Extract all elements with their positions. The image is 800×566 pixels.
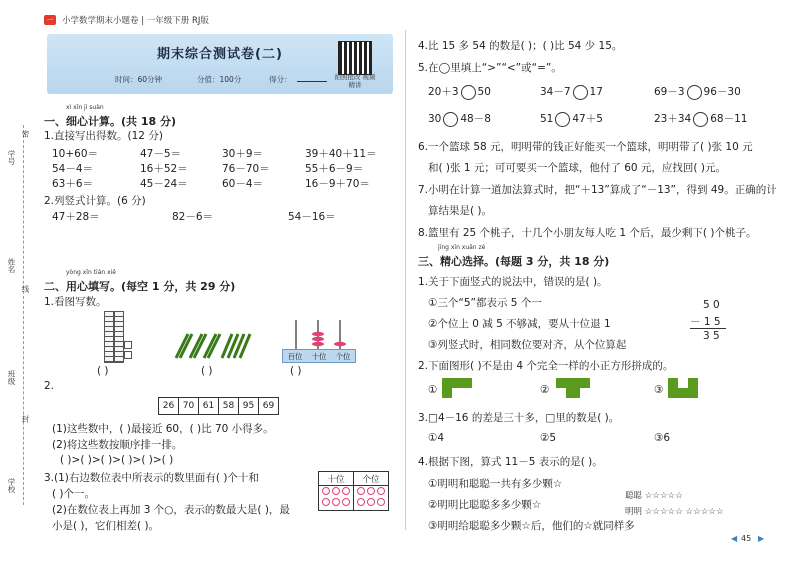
compare-item: 34－7 17 bbox=[540, 86, 603, 98]
c1-title: 1.关于下面竖式的说法中，错误的是( )。 bbox=[418, 276, 608, 288]
abacus-label: 十位 bbox=[311, 351, 327, 361]
calc-item: 30＋9＝ bbox=[222, 148, 264, 160]
qr-caption: 拍照批改 视频精讲 bbox=[334, 73, 376, 89]
calc-item: 10+60＝ bbox=[52, 148, 99, 160]
c3-title: 3.□4－16 的差是三十多，□里的数是( )。 bbox=[418, 412, 620, 424]
got-label: 得分： bbox=[269, 75, 292, 84]
calc-item: 60－4＝ bbox=[222, 178, 264, 190]
calc-item: 47－5＝ bbox=[140, 148, 182, 160]
page-number: 45 bbox=[741, 534, 752, 543]
side-feng: 封 bbox=[21, 415, 30, 423]
q22-part2: (2)将这些数按顺序排一排。 bbox=[52, 439, 183, 451]
side-banji: 班级 bbox=[7, 370, 16, 385]
abacus-label: 百位 bbox=[287, 351, 303, 361]
calc-item: 39＋40＋11＝ bbox=[305, 148, 377, 160]
c4-option-a: ①明明和聪聪一共有多少颗☆ bbox=[428, 478, 563, 490]
q7-line1: 7.小明在计算一道加法算式时，把“＋13”算成了“－13”，得到 49。正确的计 bbox=[418, 184, 777, 196]
number-cell: 69 bbox=[259, 398, 279, 415]
compare-item: 69－3 96－30 bbox=[654, 86, 741, 98]
side-xuexiao: 学校 bbox=[7, 478, 16, 493]
q23-line1: 3.(1)右边数位表中所表示的数里面有( )个十和 bbox=[44, 472, 259, 484]
column-divider bbox=[405, 30, 406, 530]
compare-item: 20＋3 50 bbox=[428, 86, 491, 98]
section2-title: 二、用心填写。(每空 1 分，共 29 分) bbox=[44, 280, 236, 293]
order-blanks: ( )>( )>( )>( )>( )>( ) bbox=[60, 454, 174, 466]
c1-option-a: ①三个“5”都表示 5 个一 bbox=[428, 297, 542, 309]
c1-option-c: ③列竖式时，相同数位要对齐，从个位算起 bbox=[428, 339, 627, 351]
number-cell: 58 bbox=[219, 398, 239, 415]
side-mi: 密 bbox=[21, 130, 30, 138]
vertical-calc: 82－6＝ bbox=[172, 211, 214, 223]
q22-part1: (1)这些数中，( )最接近 60，( )比 70 小得多。 bbox=[52, 423, 274, 435]
c4-option-c: ③明明给聪聪多少颗☆后，他们的☆就同样多 bbox=[428, 520, 635, 532]
vert-line1: 5 0 bbox=[703, 299, 720, 311]
number-cell: 95 bbox=[239, 398, 259, 415]
series-title: 小学数学期末小题卷 | 一年级下册 RJ版 bbox=[62, 16, 209, 26]
section1-pinyin: xì xīn jì suàn bbox=[66, 104, 104, 111]
side-xian: 线 bbox=[21, 285, 30, 293]
number-table bbox=[158, 397, 279, 415]
q6-line2: 和( )张 1 元；可可要买一个篮球，他付了 60 元，应找回( )元。 bbox=[428, 162, 726, 174]
answer-paren: ( ) bbox=[290, 365, 302, 377]
prev-page-icon[interactable]: ◀ bbox=[731, 534, 738, 543]
q4: 4.比 15 多 54 的数是( )；( )比 54 少 15。 bbox=[418, 40, 623, 52]
calc-item: 63＋6＝ bbox=[52, 178, 94, 190]
pv-tens-cell bbox=[319, 486, 354, 511]
compare-item: 51 47＋5 bbox=[540, 113, 603, 125]
calc-item: 55＋6－9＝ bbox=[305, 163, 364, 175]
answer-paren: ( ) bbox=[97, 365, 109, 377]
abacus-label: 个位 bbox=[335, 351, 351, 361]
q6-line1: 6.一个篮球 58 元，明明带的钱正好能买一个篮球，明明带了( )张 10 元 bbox=[418, 141, 753, 153]
next-page-icon[interactable]: ▶ bbox=[758, 534, 765, 543]
side-xuehao: 学号 bbox=[7, 150, 16, 165]
number-cell: 70 bbox=[179, 398, 199, 415]
vert-line2: － 1 5 bbox=[690, 316, 721, 328]
pv-header: 十位 bbox=[319, 472, 354, 486]
number-cell: 26 bbox=[159, 398, 179, 415]
calc-item: 76－70＝ bbox=[222, 163, 270, 175]
series-logo: 一上 bbox=[44, 15, 56, 25]
got-blank bbox=[297, 81, 327, 82]
c2-opt-label: ① bbox=[428, 384, 438, 396]
c4-title: 4.根据下图，算式 11－5 表示的是( )。 bbox=[418, 456, 603, 468]
vert-line3: 3 5 bbox=[703, 330, 720, 342]
q8: 8.篮里有 25 个桃子，十几个小朋友每人吃 1 个后，最少剩下( )个桃子。 bbox=[418, 227, 757, 239]
abacus-base bbox=[282, 349, 356, 363]
q2-title: 2.列竖式计算。(6 分) bbox=[44, 195, 146, 207]
q23-line4: 小是( )，它们相差( )。 bbox=[52, 520, 160, 532]
calc-item: 54－4＝ bbox=[52, 163, 94, 175]
c2-opt-label: ③ bbox=[654, 384, 664, 396]
number-cell: 61 bbox=[199, 398, 219, 415]
pv-header: 个位 bbox=[354, 472, 389, 486]
q7-line2: 算结果是( )。 bbox=[428, 205, 493, 217]
section3-title: 三、精心选择。(每题 3 分，共 18 分) bbox=[418, 255, 610, 268]
binding-line bbox=[23, 125, 24, 505]
q23-line3: (2)在数位表上再加 3 个○，表示的数最大是( )，最 bbox=[52, 504, 290, 516]
calc-item: 16＋52＝ bbox=[140, 163, 188, 175]
q5: 5.在◯里填上“>”“<”或“=”。 bbox=[418, 62, 562, 74]
section1-title: 一、细心计算。(共 18 分) bbox=[44, 115, 177, 128]
c3-option: ①4 bbox=[428, 432, 445, 444]
place-value-table bbox=[318, 471, 389, 511]
calc-item: 16－9＋70＝ bbox=[305, 178, 370, 190]
abacus-picture bbox=[282, 318, 354, 350]
sticks-picture bbox=[170, 330, 260, 360]
q22-title: 2. bbox=[44, 380, 55, 392]
congcong-stars: 聪聪 ☆☆☆☆☆ bbox=[625, 491, 683, 501]
compare-item: 23＋34 68－11 bbox=[654, 113, 748, 125]
qr-code bbox=[338, 41, 372, 75]
time-label: 时间：60分钟 bbox=[115, 75, 163, 84]
c1-option-b: ②个位上 0 减 5 不够减，要从十位退 1 bbox=[428, 318, 611, 330]
c2-opt-label: ② bbox=[540, 384, 550, 396]
q23-line2: ( )个一。 bbox=[52, 488, 96, 500]
answer-paren: ( ) bbox=[201, 365, 213, 377]
vert-rule bbox=[690, 328, 726, 329]
vertical-calc: 54－16＝ bbox=[288, 211, 336, 223]
c3-option: ③6 bbox=[654, 432, 671, 444]
c4-option-b: ②明明比聪聪多多少颗☆ bbox=[428, 499, 542, 511]
mingming-stars: 明明 ☆☆☆☆☆ ☆☆☆☆☆ bbox=[625, 507, 724, 517]
exam-title: 期末综合测试卷(二) bbox=[157, 47, 283, 62]
pv-ones-cell bbox=[354, 486, 389, 511]
calc-item: 45－24＝ bbox=[140, 178, 188, 190]
c3-option: ②5 bbox=[540, 432, 557, 444]
section3-pinyin: jīng xīn xuǎn zé bbox=[438, 244, 486, 251]
section2-pinyin: yòng xīn tián xiě bbox=[66, 269, 116, 276]
q21-title: 1.看图写数。 bbox=[44, 296, 107, 308]
c2-title: 2.下面图形( )不是由 4 个完全一样的小正方形拼成的。 bbox=[418, 360, 674, 372]
vertical-calc: 47＋28＝ bbox=[52, 211, 100, 223]
q1-title: 1.直接写出得数。(12 分) bbox=[44, 130, 163, 142]
side-xingming: 姓名 bbox=[7, 258, 16, 273]
compare-item: 30 48－8 bbox=[428, 113, 491, 125]
score-label: 分值：100分 bbox=[197, 75, 242, 84]
